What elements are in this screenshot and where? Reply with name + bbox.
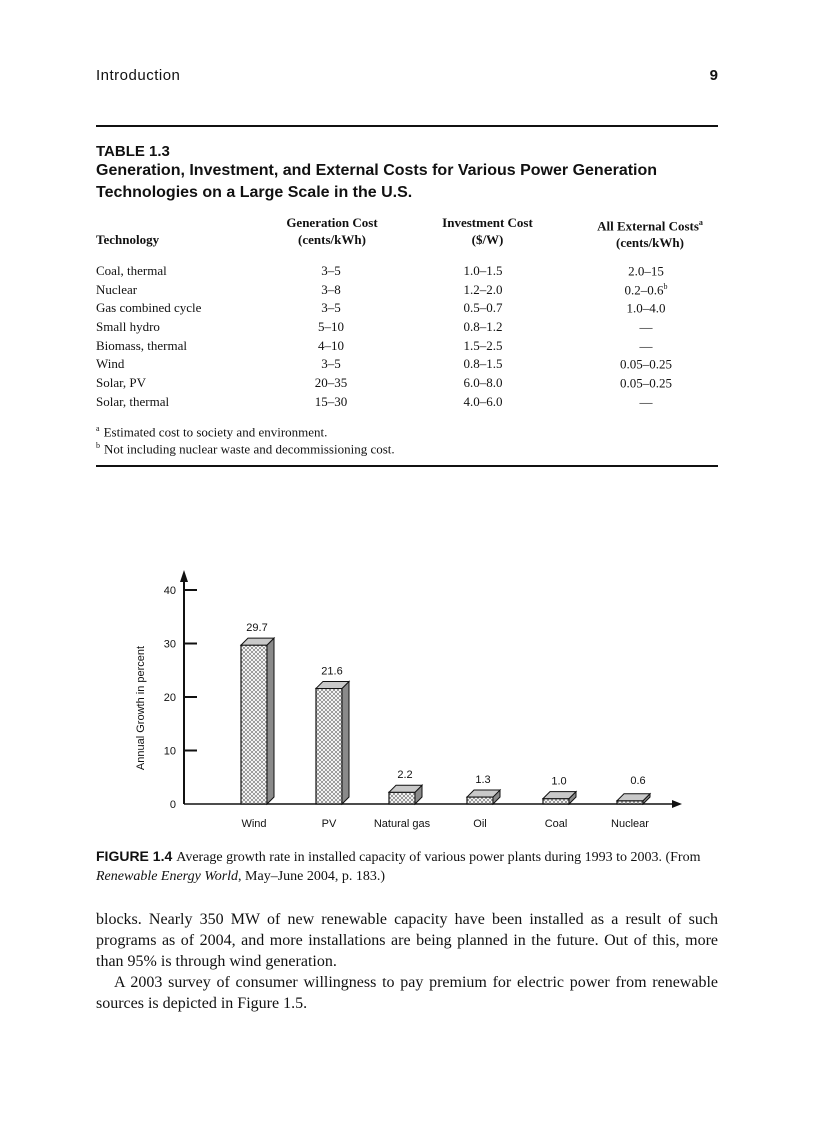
table-top-rule xyxy=(96,125,718,127)
bar-front xyxy=(389,792,415,804)
y-tick-label: 40 xyxy=(163,585,176,597)
bar-front xyxy=(241,645,267,804)
table-label: TABLE 1.3 xyxy=(96,143,170,160)
paragraph: blocks. Nearly 350 MW of new renewable capacity have been installed as a result of such programs as of 2004, and more installations are being planned in the future. Out of this, more than 95% is through wind generation. xyxy=(96,911,718,970)
section-title: Introduction xyxy=(96,67,181,84)
bar-value-label: 2.2 xyxy=(397,769,413,782)
bar-side xyxy=(267,638,274,804)
table-row: Coal, thermal 3–5 1.0–1.5 2.0–15 xyxy=(96,263,664,279)
bar xyxy=(467,790,500,804)
x-tick-label: Nuclear xyxy=(611,818,649,830)
table-title: Generation, Investment, and External Costs for Various Power Generation Technologies on a Large Scale in the U.S. xyxy=(96,162,658,201)
bar xyxy=(316,681,349,804)
y-axis-arrow xyxy=(180,570,188,582)
footnote-a: $^a$ Estimated cost to society and environment. xyxy=(96,424,328,440)
figure-label: FIGURE 1.4 xyxy=(96,848,173,864)
table-row: Biomass, thermal 4–10 1.5–2.5 — xyxy=(96,338,653,354)
bar-front xyxy=(543,799,569,804)
table-row: Solar, PV 20–35 6.0–8.0 0.05–0.25 xyxy=(96,375,672,391)
chart-bars xyxy=(241,622,650,830)
table-row: Nuclear 3–8 1.2–2.0 0.2–0.6$^b$ xyxy=(96,282,668,298)
running-head xyxy=(96,67,718,87)
column-header-external-costs: All External Costs$^a$ (cents/kWh) xyxy=(597,218,703,251)
page-number: 9 xyxy=(709,67,718,84)
x-tick-label: Wind xyxy=(241,818,267,830)
column-header-generation-cost: Generation Cost (cents/kWh) xyxy=(286,215,378,247)
figure-caption: FIGURE 1.4 Average growth rate in installed capacity of various power plants during 1993 to 2003. (From Renewable Energy World, May–June 2004, p. 183.) xyxy=(96,848,701,884)
y-axis-label: Annual Growth in percent xyxy=(135,645,147,771)
table-bottom-rule xyxy=(96,465,718,467)
bar-value-label: 1.0 xyxy=(551,775,567,788)
bar-value-label: 1.3 xyxy=(475,774,491,787)
table-row: Wind 3–5 0.8–1.5 0.05–0.25 xyxy=(96,356,672,372)
y-tick-label: 0 xyxy=(169,799,176,811)
bar-value-label: 0.6 xyxy=(630,774,646,787)
bar-value-label: 21.6 xyxy=(321,665,343,678)
body-text xyxy=(96,909,718,1014)
paragraph: A 2003 survey of consumer willingness to pay premium for electric power from renewable sources is depicted in Figure 1.5. xyxy=(96,974,718,1012)
x-tick-label: Natural gas xyxy=(373,818,431,830)
table-row: Small hydro 5–10 0.8–1.2 — xyxy=(96,319,653,335)
bar-side xyxy=(342,681,349,804)
x-axis-arrow xyxy=(672,800,682,808)
y-tick-label: 20 xyxy=(163,692,176,704)
footnote-b: $^b$ Not including nuclear waste and decommissioning cost. xyxy=(96,441,395,457)
bar xyxy=(617,794,650,804)
bar xyxy=(543,792,576,804)
table-row: Solar, thermal 15–30 4.0–6.0 — xyxy=(96,394,653,410)
y-tick-label: 10 xyxy=(163,745,176,758)
bar xyxy=(389,785,422,804)
x-tick-label: Coal xyxy=(544,818,568,830)
table-row: Gas combined cycle 3–5 0.5–0.7 1.0–4.0 xyxy=(96,300,666,316)
column-header-investment-cost: Investment Cost ($/W) xyxy=(442,215,533,247)
column-header-technology: Technology xyxy=(96,232,160,247)
x-tick-label: PV xyxy=(321,818,337,830)
growth-bar-chart xyxy=(120,560,700,835)
bar-front xyxy=(467,797,493,804)
bar-value-label: 29.7 xyxy=(246,622,268,635)
bar-front xyxy=(316,688,342,804)
y-tick-label: 30 xyxy=(163,638,176,651)
x-tick-label: Oil xyxy=(473,818,487,830)
bar xyxy=(241,638,274,804)
